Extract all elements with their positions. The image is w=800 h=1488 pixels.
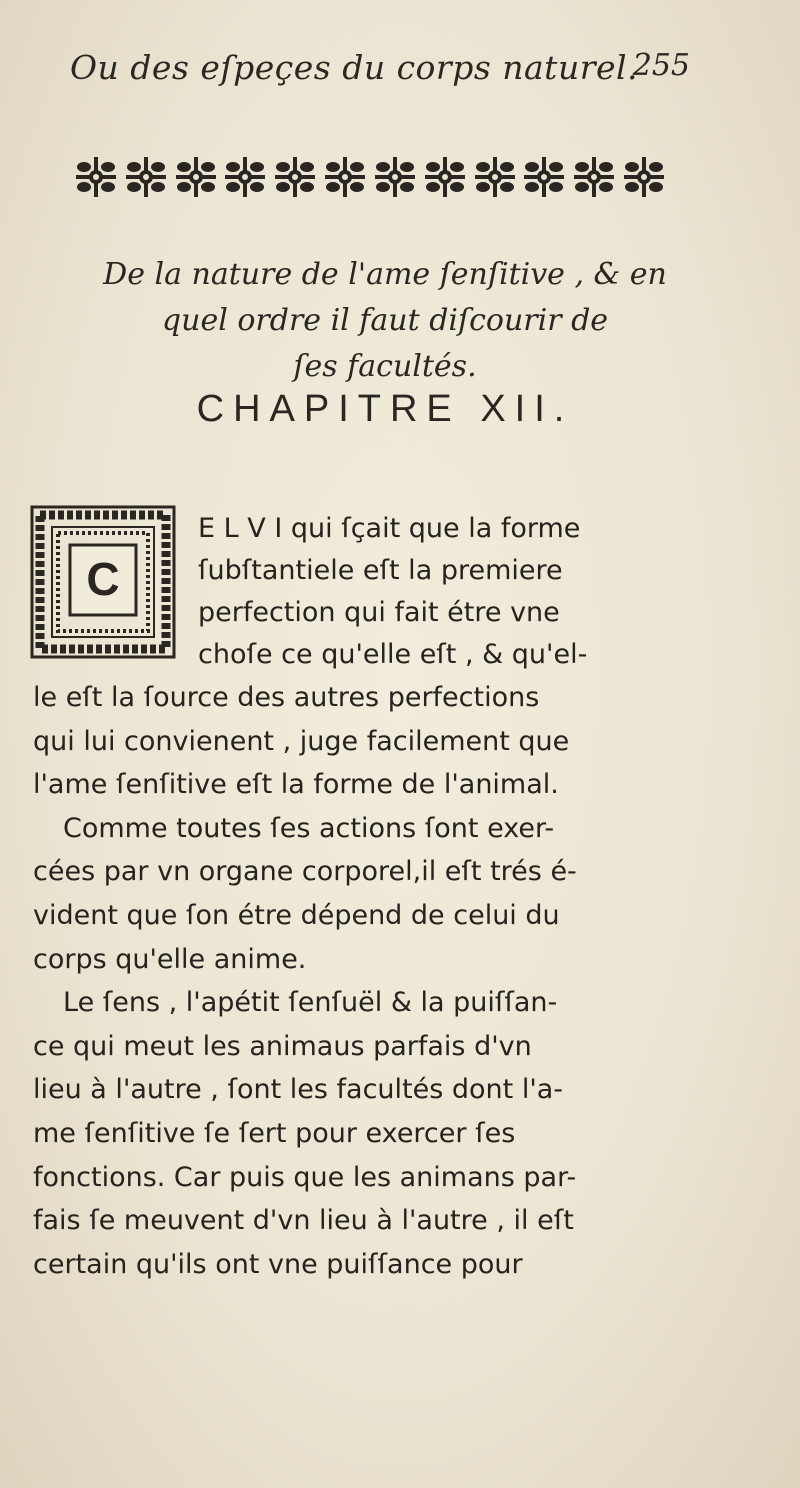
text-line: l'ame ſenſitive eſt la forme de l'animal. [33,769,559,801]
fleuron-icon [124,155,168,199]
section-heading [60,252,710,390]
text-line: me ſenſitive ſe ſert pour exercer ſes [33,1117,516,1149]
page-number: 255 [632,48,690,83]
text-line: fais ſe meuvent d'vn lieu à l'autre , il eſt [33,1205,574,1237]
fleuron-band-icon [74,148,666,206]
text-line: qui lui convienent , juge facilement que [33,725,570,757]
text-line: perfection qui fait étre vne [198,597,560,628]
text-line: Comme toutes ſes actions ſont exer- [63,812,555,844]
text-line: fonctions. Car puis que les animans par- [33,1161,577,1193]
fleuron-icon [323,155,367,199]
body-text [33,676,733,1286]
text-line: E L V I qui ſçait que la forme [198,513,581,544]
section-heading-line: quel ordre il faut diſcourir de [161,303,609,338]
text-line: cées par vn organe corporel,il eſt trés é- [33,856,577,888]
fleuron-icon [273,155,317,199]
text-line: corps qu'elle anime. [33,943,307,975]
text-line: certain qu'ils ont vne puiſſance pour [33,1248,523,1280]
text-line: ce qui meut les animaus parfais d'vn [33,1030,532,1062]
fleuron-icon [572,155,616,199]
text-line: vident que ſon étre dépend de celui du [33,899,560,931]
fleuron-icon [373,155,417,199]
section-heading-line: ſes facultés. [293,349,477,384]
text-line: ſubſtantiele eſt la premiere [198,555,563,586]
fleuron-icon [174,155,218,199]
fleuron-icon [223,155,267,199]
text-line: choſe ce qu'elle eſt , & qu'el- [198,639,588,670]
fleuron-icon [522,155,566,199]
fleuron-icon [473,155,517,199]
section-heading-line: De la nature de l'ame ſenſitive , & en [103,257,667,292]
opening-paragraph-lines [198,508,698,676]
running-head [70,48,690,98]
text-line: lieu à l'autre , ſont les facultés dont l'a- [33,1074,564,1106]
fleuron-icon [622,155,666,199]
drop-cap-letter: C [86,553,120,605]
ornamental-initial-frame-icon [30,505,176,659]
text-line: le eſt la ſource des autres perfections [33,682,540,713]
running-title: Ou des eſpeçes du corps naturel. [70,48,639,87]
chapter-title: CHAPITRE XII. [196,388,574,430]
fleuron-icon [423,155,467,199]
text-line: Le ſens , l'apétit ſenſuël & la puiſſan- [63,987,558,1019]
fleuron-icon [74,155,118,199]
